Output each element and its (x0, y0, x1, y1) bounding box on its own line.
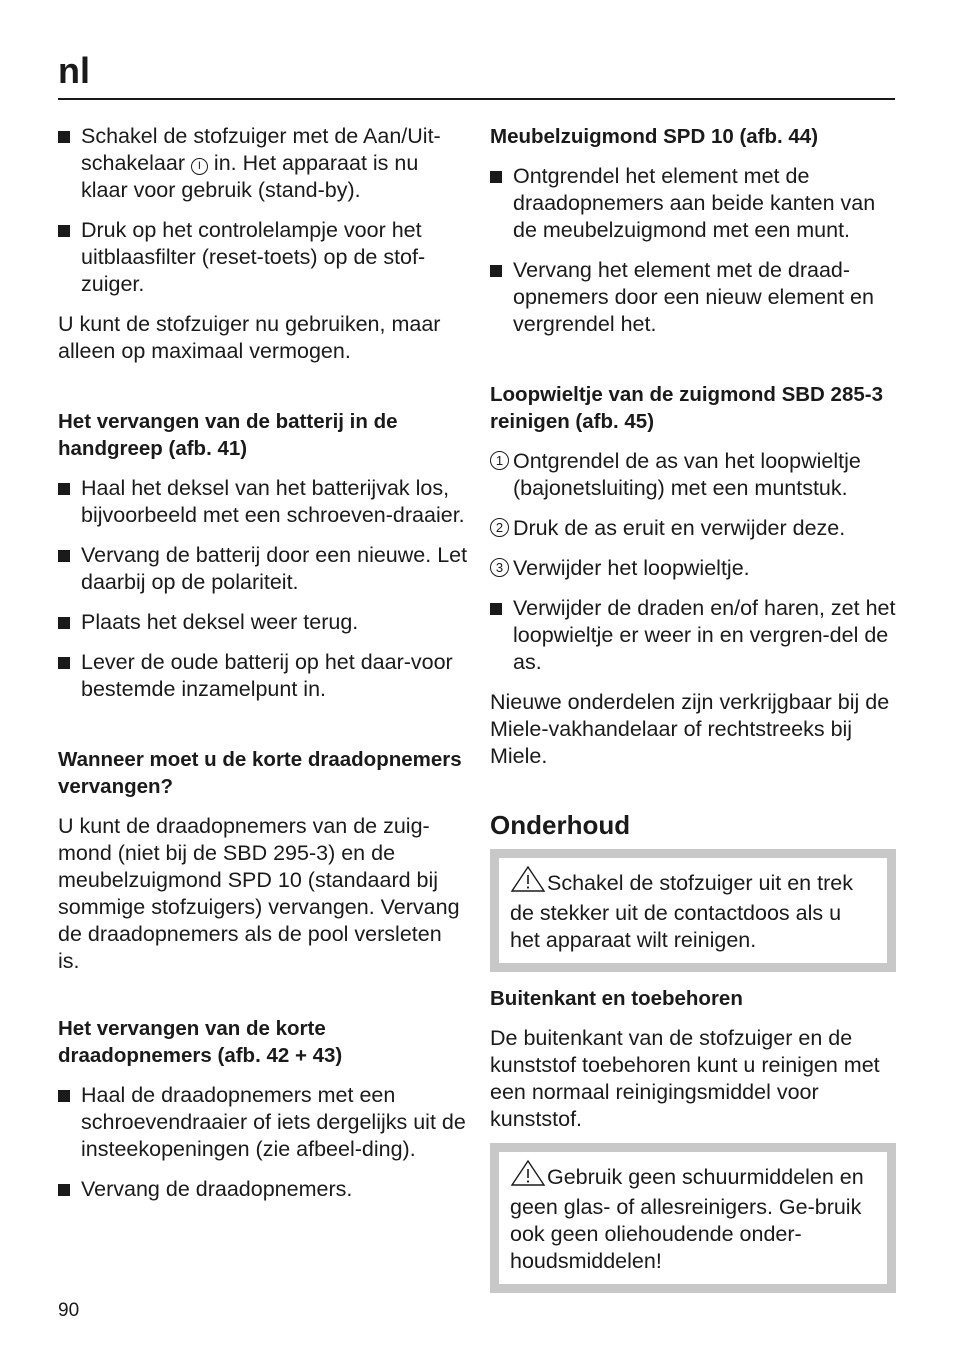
list-item (58, 123, 468, 204)
paragraph: U kunt de draadopnemers van de zuig-mond (niet bij de SBD 295-3) en de meubelzuigmond SPD 10 (standaard bij sommige stofzuigers) vervangen. Vervang de draadopnemers als de pool versleten is. (58, 814, 460, 973)
list-item (58, 542, 468, 596)
bullet-square-icon (58, 1184, 70, 1196)
bullet-square-icon (490, 603, 502, 615)
warning-box (490, 849, 896, 972)
list-item (58, 1176, 468, 1203)
section-heading: Loopwieltje van de zuigmond SBD 285-3 reinigen (afb. 45) (490, 383, 883, 433)
list-item (58, 649, 468, 703)
step-text: Druk de as eruit en verwijder deze. (513, 516, 846, 540)
list-item (58, 1082, 468, 1163)
bullet-square-icon (58, 550, 70, 562)
item-text-part: Schakel de stofzuiger met de Aan/Uit-schakelaar (81, 124, 441, 175)
list-item (490, 595, 896, 676)
list-item (490, 163, 896, 244)
item-text: Plaats het deksel weer terug. (81, 610, 359, 634)
step-text: Ontgrendel de as van het loopwieltje (bajonetsluiting) met een muntstuk. (513, 449, 861, 500)
maintenance-heading: Onderhoud (490, 810, 631, 840)
section-heading: Het vervangen van de batterij in de handgreep (afb. 41) (58, 410, 398, 460)
item-text: Lever de oude batterij op het daar-voor bestemde inzamelpunt in. (81, 650, 453, 701)
step-number-icon: 1 (490, 451, 509, 470)
warning-text: Gebruik geen schuurmiddelen en geen glas- of allesreinigers. Ge-bruik ook geen oliehoudende onder-houdsmiddelen! (510, 1165, 864, 1273)
list-item (58, 609, 468, 636)
bullet-square-icon (490, 265, 502, 277)
section-heading: Wanneer moet u de korte draadopnemers vervangen? (58, 748, 462, 798)
list-item (58, 475, 468, 529)
item-text: Druk op het controlelampje voor het uitblaasfilter (reset-toets) op de stof-zuiger. (81, 218, 426, 296)
warning-text: Schakel de stofzuiger uit en trek de stekker uit de contactdoos als u het apparaat wilt reinigen. (510, 871, 853, 952)
step-number-icon: 2 (490, 518, 509, 537)
paragraph: U kunt de stofzuiger nu gebruiken, maar alleen op maximaal vermogen. (58, 312, 441, 363)
item-text: Vervang het element met de draad-opnemers door een nieuw element en vergrendel het. (513, 258, 874, 336)
item-text-part: in. Het apparaat is nu klaar voor gebruik (stand-by). (81, 151, 419, 202)
step-number-icon: 3 (490, 558, 509, 577)
item-text: Haal het deksel van het batterijvak los, bijvoorbeeld met een schroeven-draaier. (81, 476, 465, 527)
warning-triangle-icon (510, 865, 546, 900)
paragraph: Nieuwe onderdelen zijn verkrijgbaar bij de Miele-vakhandelaar of rechtstreeks bij Miele. (490, 690, 890, 768)
section-heading: Meubelzuigmond SPD 10 (afb. 44) (490, 125, 819, 148)
paragraph: De buitenkant van de stofzuiger en de kunststof toebehoren kunt u reinigen met een normaal reinigingsmiddel voor kunststof. (490, 1026, 880, 1131)
header-rule (58, 98, 895, 100)
warning-content (499, 1152, 887, 1284)
bullet-square-icon (58, 1090, 70, 1102)
bullet-square-icon (58, 617, 70, 629)
item-text: Vervang de batterij door een nieuwe. Let daarbij op de polariteit. (81, 543, 468, 594)
warning-triangle-icon (510, 1159, 546, 1194)
item-text: Verwijder de draden en/of haren, zet het loopwieltje er weer in en vergren-del de as. (513, 596, 896, 674)
bullet-square-icon (58, 483, 70, 495)
bullet-square-icon (58, 225, 70, 237)
section-heading: Buitenkant en toebehoren (490, 987, 743, 1010)
item-text: Vervang de draadopnemers. (81, 1177, 353, 1201)
numbered-step (490, 515, 896, 542)
page-number: 90 (58, 1300, 80, 1321)
left-column (58, 123, 468, 1216)
item-text: Haal de draadopnemers met een schroevendraaier of iets dergelijks uit de insteekopeningen (zie afbeel-ding). (81, 1083, 466, 1161)
bullet-square-icon (490, 171, 502, 183)
step-text: Verwijder het loopwieltje. (513, 556, 750, 580)
list-item (58, 217, 468, 298)
list-item (490, 257, 896, 338)
numbered-step (490, 448, 896, 502)
bullet-square-icon (58, 657, 70, 669)
bullet-square-icon (58, 131, 70, 143)
language-header: nl (58, 50, 90, 91)
warning-box (490, 1143, 896, 1293)
power-switch-icon: I (191, 158, 208, 175)
warning-content (499, 858, 887, 963)
right-column (490, 123, 896, 1293)
section-heading: Het vervangen van de korte draadopnemers (afb. 42 + 43) (58, 1017, 343, 1067)
item-text: Ontgrendel het element met de draadopnemers aan beide kanten van de meubelzuigmond met een munt. (513, 164, 876, 242)
numbered-step (490, 555, 896, 582)
